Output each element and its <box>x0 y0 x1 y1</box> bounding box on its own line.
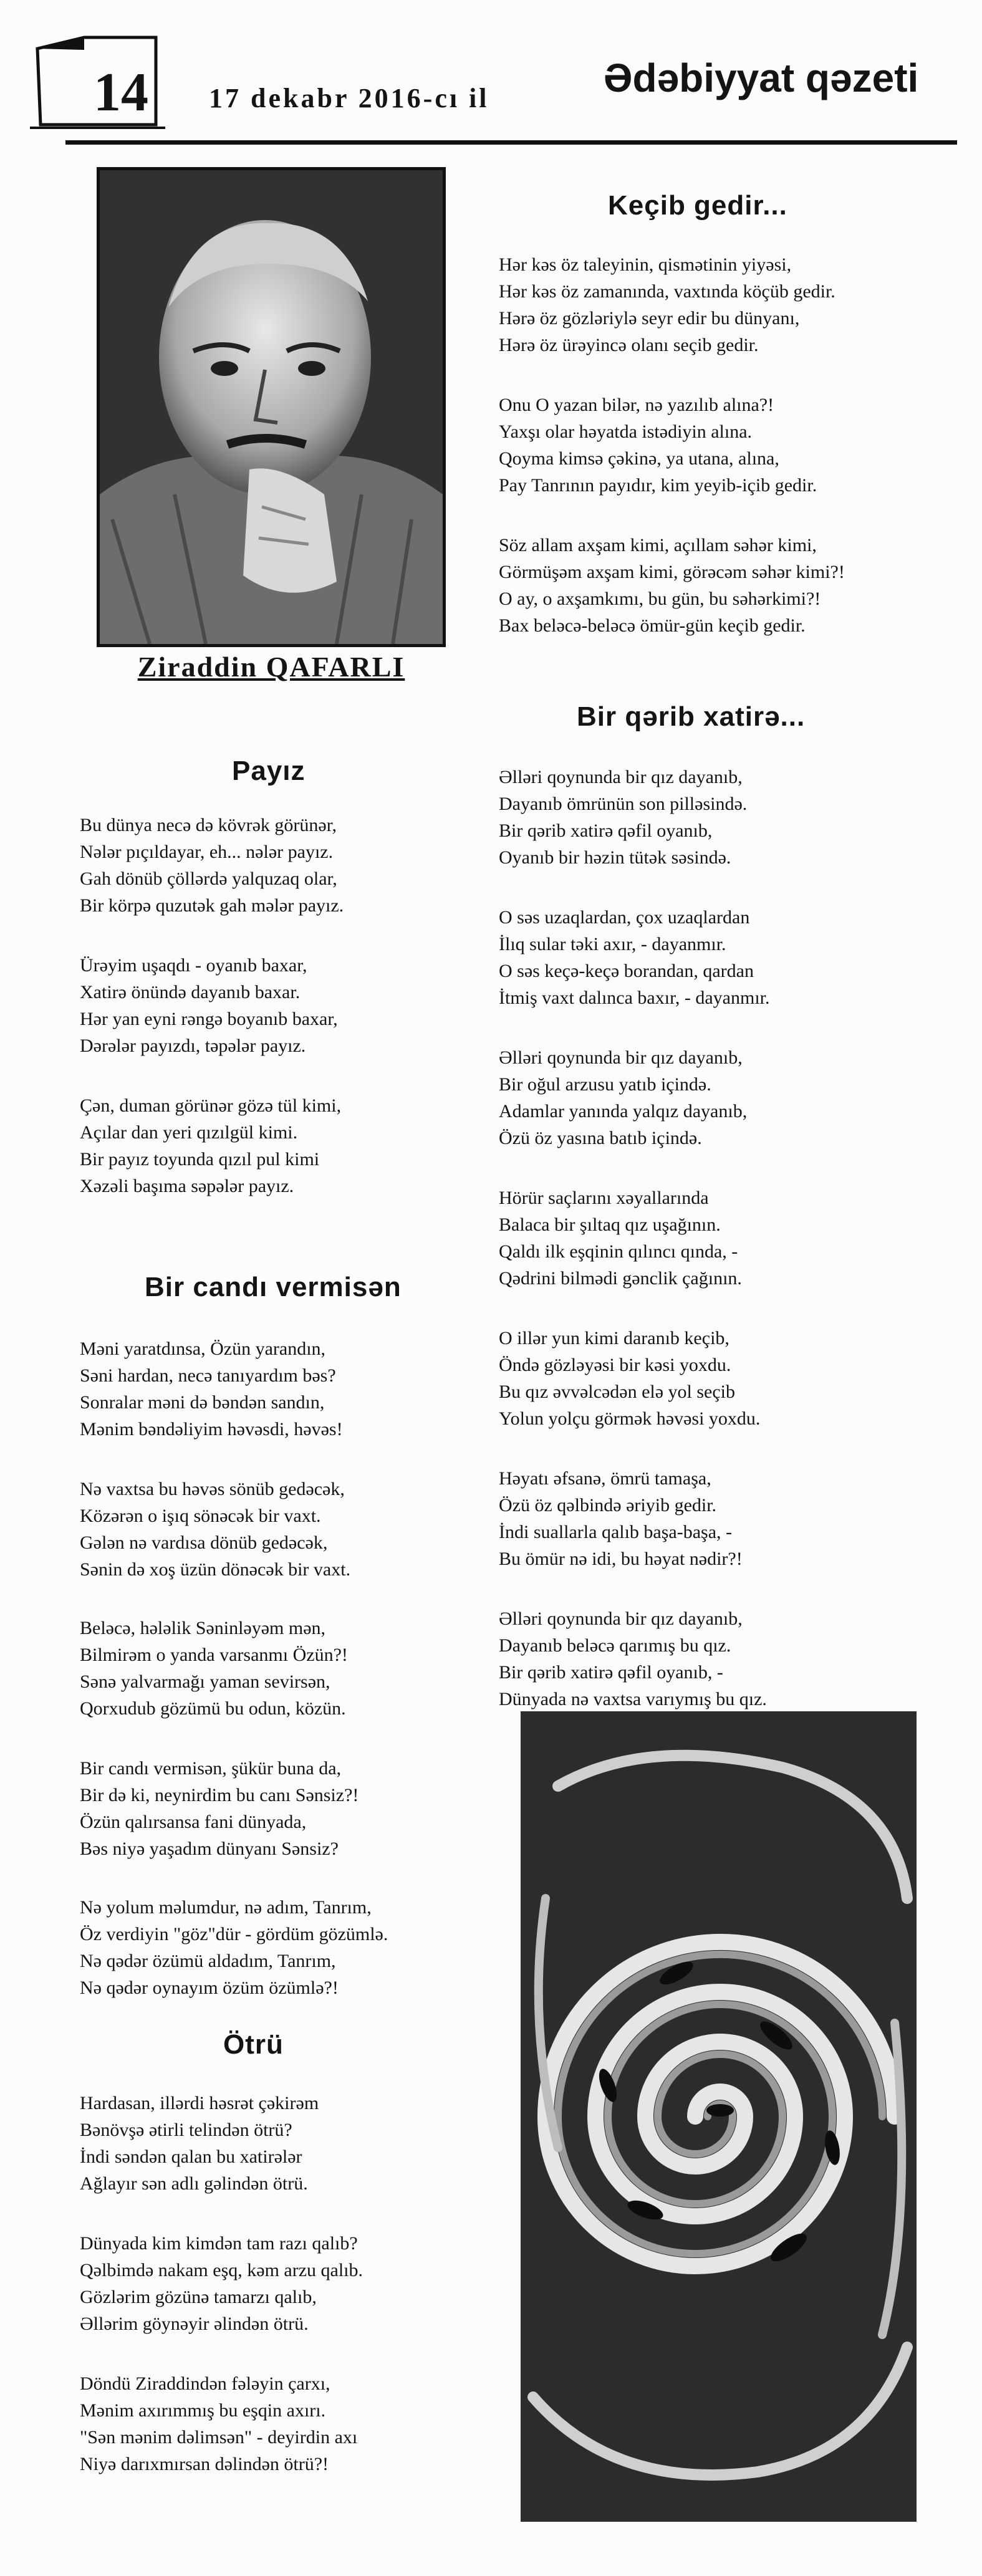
poem-line: Döndü Ziraddindən fələyin çarxı, <box>80 2373 330 2394</box>
poem-line: Nə qədər oynayım özüm özümlə?! <box>80 1978 339 1998</box>
poem-line: Gah dönüb çöllərdə yalquzaq olar, <box>80 868 337 889</box>
poem-line: Nələr pıçıldayar, eh... nələr payız. <box>80 842 334 862</box>
poem-line: Özü öz qəlbində əriyib gedir. <box>499 1495 717 1516</box>
poem-stanza <box>80 2230 363 2337</box>
poem-title-kecib-gedir: Keçib gedir... <box>608 190 787 221</box>
poem-line: Nə qədər özümü aldadım, Tanrım, <box>80 1951 336 1971</box>
poem-title-bir-candi-vermisen: Bir candı vermisən <box>145 1272 402 1302</box>
poem-line: Dayanıb beləcə qarımış bu qız. <box>499 1635 731 1656</box>
poem-line: Səni hardan, necə tanıyardım bəs? <box>80 1365 336 1386</box>
poem-stanza <box>499 904 770 1011</box>
poem-line: Bir qərib xatirə qəfil oyanıb, - <box>499 1662 723 1683</box>
poem-line: Bir payız toyunda qızıl pul kimi <box>80 1149 320 1170</box>
poem-line: Xatirə önündə dayanıb baxar. <box>80 982 301 1002</box>
poem-line: Məni yaratdınsa, Özün yarandın, <box>80 1338 326 1359</box>
poem-line: Bir qərib xatirə qəfil oyanıb, <box>499 820 713 841</box>
poem-line: Bu dünya necə də kövrək görünər, <box>80 815 337 835</box>
poem-stanza <box>499 1185 742 1292</box>
poem-title-bir-qerib-xatire: Bir qərib xatirə... <box>577 701 806 732</box>
poem-line: Hərə öz gözləriylə seyr edir bu dünyanı, <box>499 308 800 329</box>
poem-line: "Sən mənim dəlimsən" - deyirdin axı <box>80 2427 358 2448</box>
poem-line: Bir candı vermisən, şükür buna da, <box>80 1758 342 1779</box>
poem-stanza <box>499 1605 767 1713</box>
poem-line: Özün qalırsansa fani dünyada, <box>80 1812 307 1832</box>
page-number: 14 <box>94 62 148 123</box>
newspaper-name: Ədəbiyyat qəzeti <box>604 55 919 100</box>
poem-line: Qorxudub gözümü bu odun, közün. <box>80 1698 346 1719</box>
poem-line: Həyatı əfsanə, ömrü tamaşa, <box>499 1468 711 1489</box>
poem-line: Əlləri qoynunda bir qız dayanıb, <box>499 767 743 787</box>
poem-line: İndi suallarla qalıb başa-başa, - <box>499 1522 733 1542</box>
poem-line: İndi səndən qalan bu xatirələr <box>80 2146 302 2167</box>
poem-line: Gözlərim gözünə tamarzı qalıb, <box>80 2287 317 2307</box>
poem-line: Qaldı ilk eşqinin qılıncı qında, - <box>499 1241 738 1262</box>
poem-line: Beləcə, hələlik Səninləyəm mən, <box>80 1618 326 1638</box>
poem-line: Bəs niyə yaşadım dünyanı Sənsiz? <box>80 1838 339 1859</box>
author-photo <box>97 167 446 647</box>
swirl-illustration <box>521 1711 917 2522</box>
poem-stanza <box>499 392 817 499</box>
poem-line: Sənə yalvarmağı yaman sevirsən, <box>80 1671 330 1692</box>
poem-line: Hörür saçlarını xəyallarında <box>499 1188 709 1208</box>
poem-line: Sonralar məni də bəndən sandın, <box>80 1392 325 1413</box>
poem-line: Hər kəs öz taleyinin, qismətinin yiyəsi, <box>499 254 792 275</box>
poem-stanza <box>80 812 344 919</box>
poem-line: Hardasan, illərdi həsrət çəkirəm <box>80 2093 319 2113</box>
poem-line: Mənim axırımmış bu eşqin axırı. <box>80 2400 326 2421</box>
poem-line: O illər yun kimi daranıb keçib, <box>499 1328 729 1348</box>
poem-line: Açılar dan yeri qızılgül kimi. <box>80 1122 298 1143</box>
poem-stanza <box>80 1755 359 1862</box>
poem-stanza <box>499 1465 743 1572</box>
poem-line: Közərən o işıq sönəcək bir vaxt. <box>80 1506 321 1526</box>
poem-line: Dayanıb ömrünün son pilləsində. <box>499 794 748 814</box>
poem-line: Nə vaxtsa bu həvəs sönüb gedəcək, <box>80 1479 345 1499</box>
poem-line: Özü öz yasına batıb içində. <box>499 1128 702 1148</box>
poem-line: Çən, duman görünər gözə tül kimi, <box>80 1095 342 1116</box>
author-name: Ziraddin QAFARLI <box>137 651 405 683</box>
poem-stanza <box>499 532 845 639</box>
poem-line: Yolun yolçu görmək həvəsi yoxdu. <box>499 1408 761 1429</box>
poem-line: İlıq sular təki axır, - dayanmır. <box>499 934 726 954</box>
poem-line: Bu ömür nə idi, bu həyat nədir?! <box>499 1549 743 1569</box>
issue-date: 17 dekabr 2016-cı il <box>209 83 489 113</box>
poem-line: Hər kəs öz zamanında, vaxtında köçüb gedir. <box>499 281 835 302</box>
poem-line: O səs uzaqlardan, çox uzaqlardan <box>499 907 750 928</box>
poem-stanza <box>499 251 835 358</box>
poem-line: Öz verdiyin "göz"dür - gördüm gözümlə. <box>80 1924 388 1944</box>
poem-line: Yaxşı olar həyatda istədiyin alına. <box>499 421 753 442</box>
poem-stanza <box>80 2370 357 2477</box>
poem-line: Qədrini bilmədi gənclik çağının. <box>499 1268 742 1289</box>
poem-stanza <box>80 1476 350 1583</box>
poem-line: Söz allam axşam kimi, açıllam səhər kimi, <box>499 535 817 555</box>
poem-line: Dünyada kim kimdən tam razı qalıb? <box>80 2233 358 2254</box>
poem-line: Sənin də xoş üzün dönəcək bir vaxt. <box>80 1559 351 1580</box>
poem-line: Hər yan eyni rəngə boyanıb baxar, <box>80 1009 338 1029</box>
poem-line: Bir də ki, neynirdim bu canı Sənsiz?! <box>80 1785 359 1805</box>
poem-line: Adamlar yanında yalqız dayanıb, <box>499 1101 748 1122</box>
poem-line: Qəlbimdə nakam eşq, kəm arzu qalıb. <box>80 2260 363 2280</box>
poem-stanza <box>499 1044 747 1151</box>
poem-stanza <box>80 952 338 1059</box>
poem-line: Öndə gözləyəsi bir kəsi yoxdu. <box>499 1355 731 1375</box>
poem-line: Əlləri qoynunda bir qız dayanıb, <box>499 1608 743 1629</box>
poem-line: Bu qız əvvəlcədən elə yol seçib <box>499 1382 736 1402</box>
header-rule <box>65 140 957 145</box>
poem-line: Bilmirəm o yanda varsanmı Özün?! <box>80 1645 348 1665</box>
poem-line: Ürəyim uşaqdı - oyanıb baxar, <box>80 955 307 976</box>
poem-line: Ağlayır sən adlı gəlindən ötrü. <box>80 2173 308 2194</box>
poem-line: Əllərim göynəyir əlindən ötrü. <box>80 2314 309 2334</box>
poem-line: Qoyma kimsə çəkinə, ya utana, alına, <box>499 448 779 469</box>
poem-line: Balaca bir şıltaq qız uşağının. <box>499 1214 721 1235</box>
poem-line: Bir oğul arzusu yatıb içində. <box>499 1074 711 1095</box>
poem-line: Dərələr payızdı, təpələr payız. <box>80 1036 306 1056</box>
poem-stanza <box>80 1335 343 1443</box>
poem-line: Bənövşə ətirli telindən ötrü? <box>80 2120 292 2140</box>
poem-line: Nə yolum məlumdur, nə adım, Tanrım, <box>80 1897 372 1918</box>
poem-line: Xəzəli başıma səpələr payız. <box>80 1176 294 1196</box>
poem-line: Görmüşəm axşam kimi, görəcəm səhər kimi?! <box>499 562 845 582</box>
poem-line: İtmiş vaxt dalınca baxır, - dayanmır. <box>499 988 770 1008</box>
poem-stanza <box>80 1894 388 2001</box>
poem-line: Əlləri qoynunda bir qız dayanıb, <box>499 1047 743 1068</box>
poem-line: Onu O yazan bilər, nə yazılıb alına?! <box>499 395 774 415</box>
poem-line: Niyə darıxmırsan dəlindən ötrü?! <box>80 2454 329 2474</box>
poem-line: O səs keçə-keçə borandan, qardan <box>499 961 754 981</box>
poem-title-payiz: Payız <box>232 756 306 786</box>
poem-line: Bir körpə quzutək gah mələr payız. <box>80 895 344 916</box>
poem-line: Pay Tanrının payıdır, kim yeyib-içib gedir. <box>499 475 817 496</box>
poem-stanza <box>499 764 747 871</box>
poem-stanza <box>499 1325 760 1432</box>
poem-stanza <box>80 1615 348 1722</box>
poem-line: Mənim bəndəliyim həvəsdi, həvəs! <box>80 1419 343 1439</box>
poem-line: Hərə öz ürəyincə olanı seçib gedir. <box>499 335 759 355</box>
poem-stanza <box>80 1092 341 1199</box>
poem-line: Dünyada nə vaxtsa varıymış bu qız. <box>499 1689 767 1709</box>
poem-title-otru: Ötrü <box>223 2029 284 2060</box>
poem-line: Gələn nə vardısa dönüb gedəcək, <box>80 1532 328 1553</box>
poem-line: Bax beləcə-beləcə ömür-gün keçib gedir. <box>499 615 806 636</box>
poem-line: O ay, o axşamkımı, bu gün, bu səhərkimi?! <box>499 589 821 609</box>
poem-stanza <box>80 2090 319 2197</box>
poem-line: Oyanıb bir həzin tütək səsində. <box>499 847 731 868</box>
